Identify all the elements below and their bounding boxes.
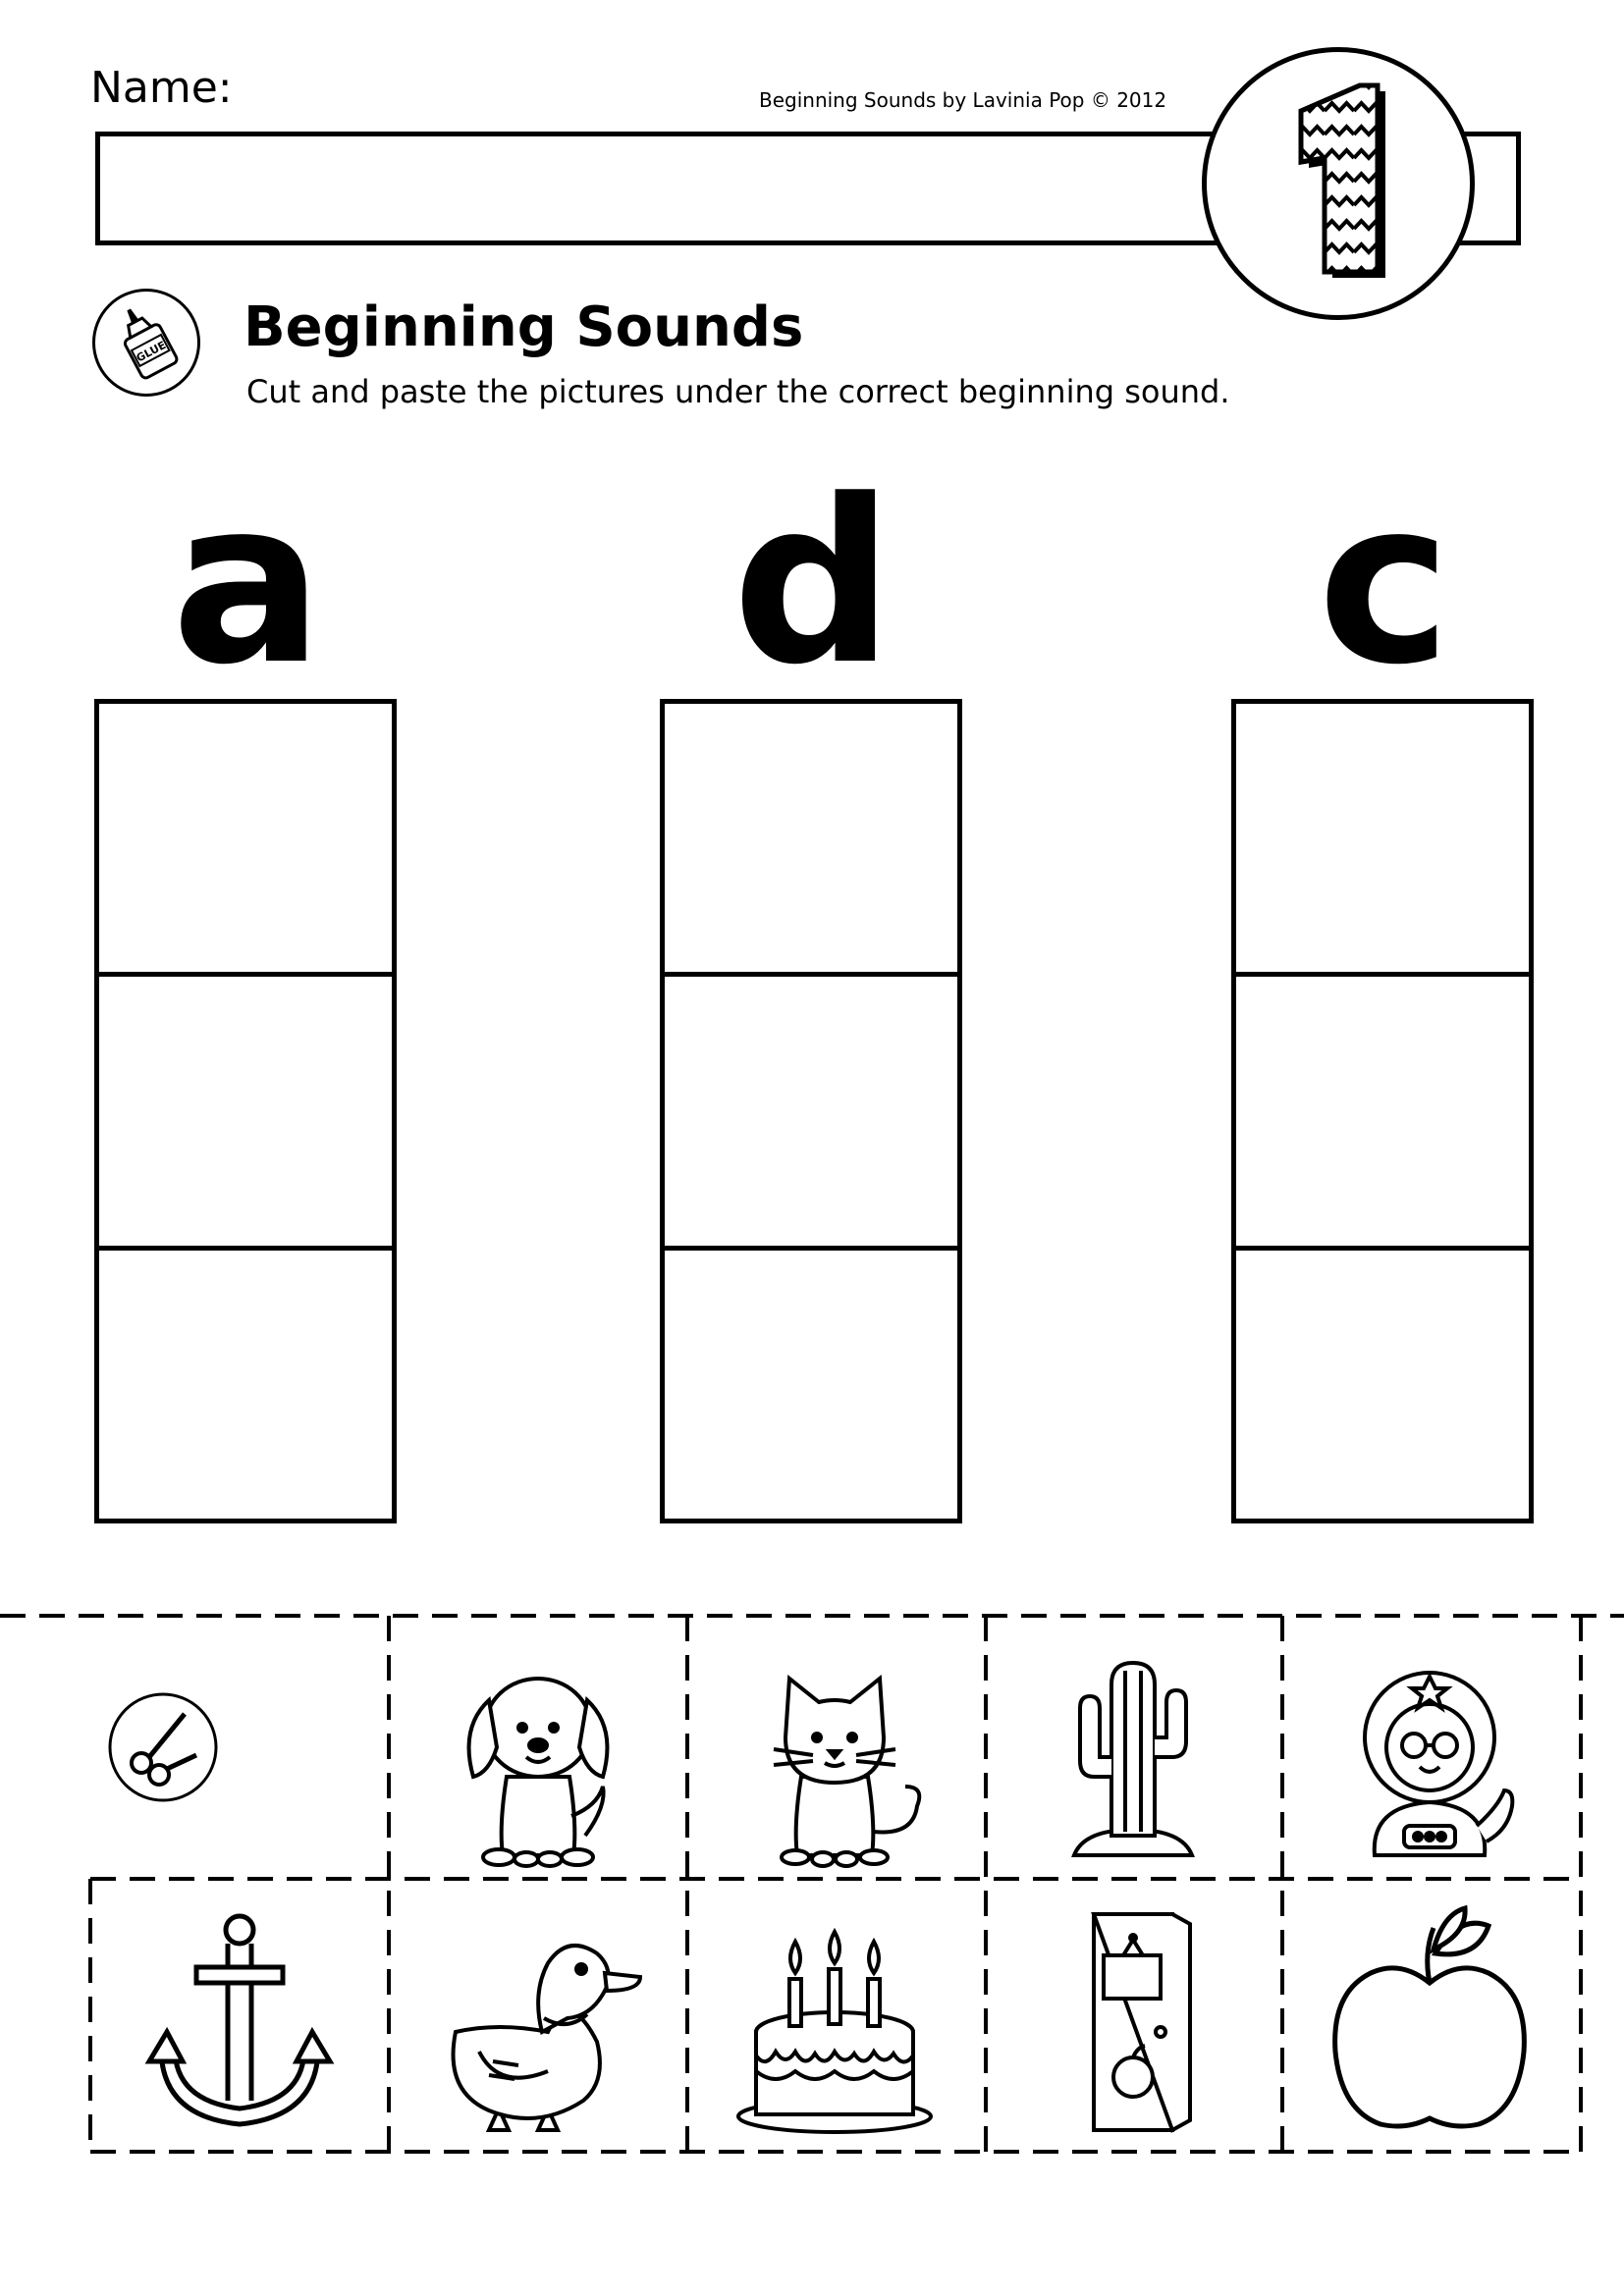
cat-picture[interactable] [774, 1679, 919, 1866]
drop-slot[interactable] [665, 972, 957, 1245]
sort-column-d [660, 699, 962, 1523]
sort-column-a [94, 699, 397, 1523]
svg-text:GLUE: GLUE [134, 338, 169, 365]
drop-slot[interactable] [665, 1246, 957, 1519]
drop-slot[interactable] [665, 704, 957, 972]
letter-c: c [1317, 453, 1452, 715]
astronaut-picture[interactable] [1365, 1673, 1512, 1855]
credit-text: Beginning Sounds by Lavinia Pop © 2012 [759, 88, 1167, 112]
cactus-picture[interactable] [1074, 1663, 1192, 1855]
number-badge [1202, 47, 1475, 320]
cutout-section [0, 1600, 1624, 2169]
dog-picture[interactable] [469, 1679, 608, 1866]
drop-slot[interactable] [1236, 704, 1529, 972]
cake-picture[interactable] [738, 1932, 931, 2132]
drop-slot[interactable] [1236, 972, 1529, 1245]
activity-instructions: Cut and paste the pictures under the correct beginning sound. [246, 373, 1230, 410]
drop-slot[interactable] [99, 1246, 392, 1519]
number-one-icon [1207, 52, 1470, 315]
glue-bottle-icon [92, 289, 200, 397]
name-label: Name: [90, 63, 233, 113]
drop-slot[interactable] [1236, 1246, 1529, 1519]
anchor-picture[interactable] [149, 1916, 330, 2124]
apple-picture[interactable] [1335, 1908, 1525, 2126]
scissors-icon [110, 1694, 216, 1800]
drop-slot[interactable] [99, 704, 392, 972]
sort-column-c [1231, 699, 1534, 1523]
drop-slot[interactable] [99, 972, 392, 1245]
letter-a: a [171, 453, 324, 715]
letter-d: d [731, 453, 894, 715]
activity-title: Beginning Sounds [244, 295, 804, 359]
duck-picture[interactable] [454, 1946, 640, 2130]
door-picture[interactable] [1094, 1914, 1190, 2130]
